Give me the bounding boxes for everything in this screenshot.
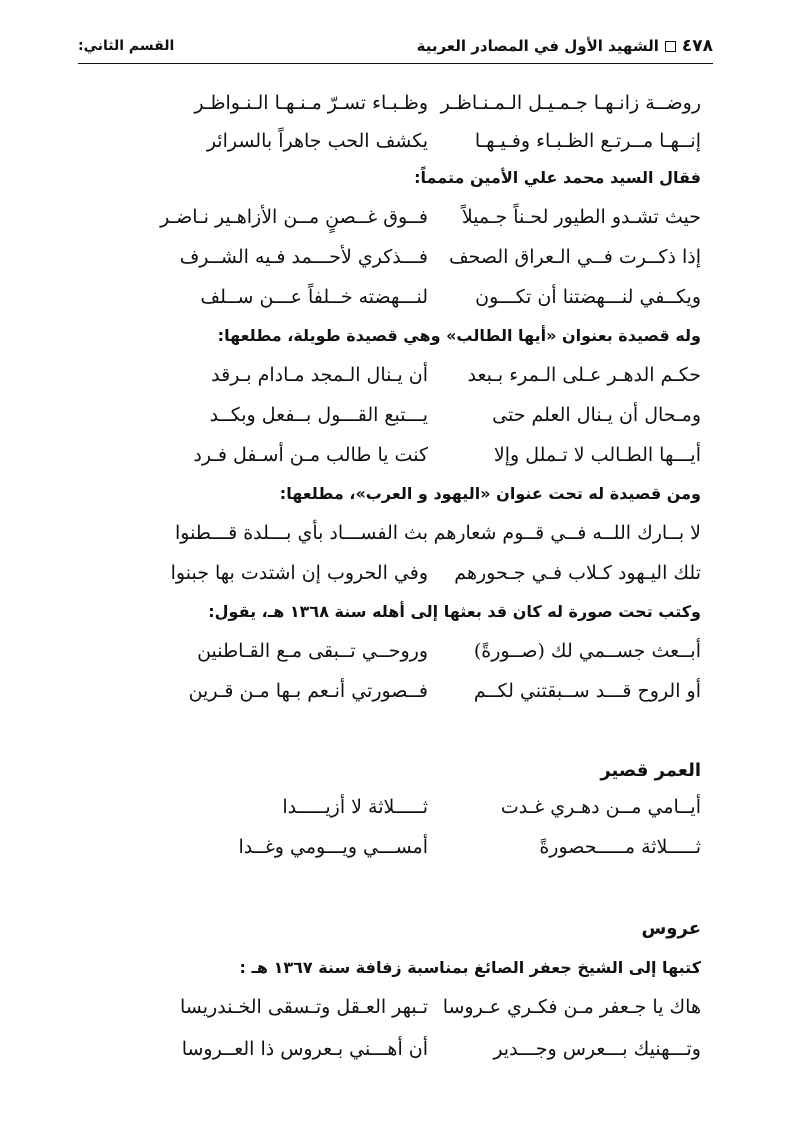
- verse: [90, 280, 701, 314]
- intro-line: فقال السيد محمد علي الأمين متمماً:: [414, 168, 701, 187]
- verse: [90, 830, 701, 864]
- verse-second-hemistich: أمســـي ويـــومي وغــدا: [238, 836, 428, 858]
- verse-second-hemistich: بث الفســـاد بأي بـــلدة قـــطنوا: [174, 522, 428, 544]
- verse: [90, 86, 701, 120]
- verse-second-hemistich: فـــذكري لأحـــمد فـيه الشــرف: [179, 246, 428, 268]
- verse-second-hemistich: أن يـنال الـمجد مـادام بـرقد: [211, 364, 428, 386]
- verse-second-hemistich: فــصورتي أنـعم بـها مـن قـرين: [188, 680, 428, 702]
- header-rule: [78, 63, 713, 64]
- verse: [90, 790, 701, 824]
- verse-first-hemistich: إذا ذكــرت فــي الـعراق الصحف: [448, 246, 701, 268]
- verse: [90, 1032, 701, 1066]
- verse-second-hemistich: لنـــهضته خــلفاً عـــن ســلف: [200, 286, 428, 308]
- verse: [90, 438, 701, 472]
- verse-first-hemistich: ويكــفي لنـــهضتنا أن تكـــون: [475, 286, 701, 308]
- verse-second-hemistich: ثـــــلاثة لا أزيـــــدا: [282, 796, 428, 818]
- verse-second-hemistich: فــوق غــصنٍ مــن الأزاهـير نـاضـر: [160, 206, 428, 228]
- verse: [90, 358, 701, 392]
- verse-first-hemistich: حكـم الدهـر عـلى الـمرء بـبعد: [467, 364, 701, 386]
- verse: [90, 516, 701, 550]
- verse: [90, 200, 701, 234]
- page-number: ٤٧٨: [681, 36, 713, 56]
- verse-first-hemistich: أو الروح قـــد ســبقتني لكــم: [473, 680, 701, 702]
- verse: [90, 556, 701, 590]
- verse-first-hemistich: ثـــــلاثة مـــــحصورةً: [539, 836, 701, 858]
- verse: [90, 124, 701, 158]
- section-heading: عروس: [641, 918, 701, 939]
- verse-first-hemistich: هاك يا جـعفر مـن فكـري عـروسا: [442, 996, 701, 1018]
- intro-line: وكتب تحت صورة له كان قد بعثها إلى أهله سنة ١٣٦٨ هـ، يقول:: [208, 602, 701, 621]
- intro-line: وله قصيدة بعنوان «أيها الطالب» وهي قصيدة طويلة، مطلعها:: [217, 326, 701, 345]
- verse-second-hemistich: وروحــي تــبقى مـع القـاطنين: [197, 640, 428, 662]
- verse-second-hemistich: يـــتبع القـــول بــفعل وبكــد: [209, 404, 428, 426]
- verse-first-hemistich: أيــامي مــن دهـري غـدت: [500, 796, 701, 818]
- verse: [90, 634, 701, 668]
- verse-first-hemistich: حيث تشـدو الطيور لحـناً جـميلاً: [461, 206, 701, 228]
- verse-second-hemistich: وظـبـاء تسـرّ مـنـهـا الـنـواظـر: [194, 92, 428, 114]
- verse-second-hemistich: يكشف الحب جاهراً بالسرائر: [206, 130, 428, 152]
- intro-line: كتبها إلى الشيخ جعفر الصائغ بمناسبة زفافة سنة ١٣٦٧ هـ :: [239, 958, 701, 977]
- intro-line: ومن قصيدة له تحت عنوان «اليهود و العرب»، مطلعها:: [279, 484, 701, 503]
- verse-first-hemistich: تلك اليـهود كـلاب فـي جـحورهم: [454, 562, 701, 584]
- verse-first-hemistich: لا بــارك اللــه فــي قــوم شعارهم: [433, 522, 701, 544]
- verse-first-hemistich: ومـحال أن يـنال العلم حتى: [492, 404, 701, 426]
- square-bullet-icon: [665, 41, 676, 52]
- verse-first-hemistich: أيـــها الطـالب لا تـملل وإلا: [493, 444, 701, 466]
- header-right-group: [417, 36, 713, 56]
- verse-first-hemistich: أبــعث جســمي لك (صــورةً): [473, 640, 701, 662]
- verse-second-hemistich: تـبهر العـقل وتـسقى الخـندريسا: [180, 996, 428, 1018]
- verse-second-hemistich: وفي الحروب إن اشتدت بها جبنوا: [170, 562, 428, 584]
- verse: [90, 674, 701, 708]
- verse: [90, 990, 701, 1024]
- section-heading: العمر قصير: [600, 760, 701, 781]
- verse-first-hemistich: إنــهـا مــرتـع الظـبـاء وفـيـهـا: [474, 130, 701, 152]
- verse-second-hemistich: أن أهـــني بـعروس ذا العــروسا: [181, 1038, 428, 1060]
- verse-first-hemistich: روضــة زانـهـا جـمـيـل الـمـنـاظـر: [440, 92, 701, 114]
- section-label: القسم الثاني:: [78, 38, 175, 54]
- page-header: [78, 30, 713, 64]
- verse: [90, 240, 701, 274]
- verse-first-hemistich: وتـــهنيك بـــعرس وجـــدير: [493, 1038, 701, 1060]
- verse: [90, 398, 701, 432]
- verse-second-hemistich: كنت يا طالب مـن أسـفل فـرد: [193, 444, 428, 466]
- book-title: الشهيد الأول في المصادر العربية: [416, 37, 659, 55]
